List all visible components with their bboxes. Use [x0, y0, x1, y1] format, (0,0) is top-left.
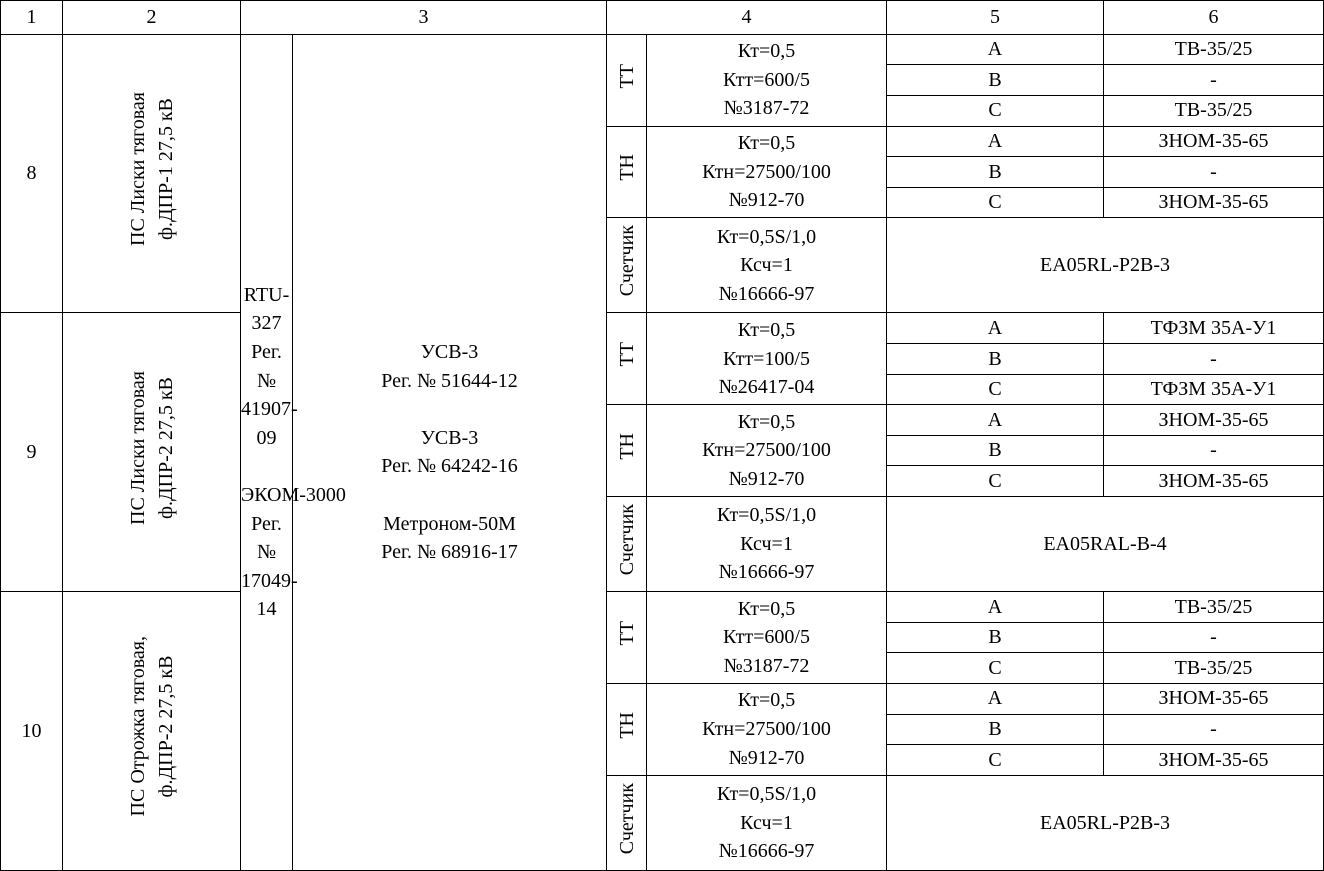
meter-param: №16666-97	[718, 561, 815, 584]
table-row	[1, 34, 1324, 65]
voltage-transformer-label: ТН	[615, 711, 638, 739]
phase-label: C	[887, 466, 1104, 497]
current-transformer-label: ТТ	[615, 342, 638, 367]
voltage-transformer-param: Кт=0,5	[737, 410, 796, 433]
substation-name-line: ПС Лиски тяговая	[126, 92, 149, 247]
current-transformer-param: Ктт=600/5	[723, 68, 810, 91]
header-col-1: 1	[1, 1, 63, 35]
header-col-5: 5	[887, 1, 1104, 35]
current-transformer-label-cell	[607, 313, 647, 405]
meter-model: EA05RL-P2B-3	[887, 775, 1324, 870]
phase-label: C	[887, 745, 1104, 776]
voltage-transformer-model: -	[1104, 435, 1324, 466]
voltage-transformer-model: ЗНОМ-35-65	[1104, 405, 1324, 436]
voltage-transformer-param: №912-70	[728, 467, 805, 490]
time-sync-line: Рег. № 51644-12	[381, 369, 518, 392]
current-transformer-param: №26417-04	[718, 376, 815, 399]
substation-name-line: ПС Отрожка тяговая,	[126, 636, 149, 817]
time-sync-line: Рег. № 64242-16	[381, 455, 518, 478]
current-transformer-param: Ктт=600/5	[723, 626, 810, 649]
current-transformer-model: ТВ-35/25	[1104, 34, 1324, 65]
phase-label: B	[887, 65, 1104, 96]
meter-param: №16666-97	[718, 282, 815, 305]
phase-label: A	[887, 34, 1104, 65]
phase-label: A	[887, 126, 1104, 157]
ivk-line: Рег. № 17049-14	[241, 512, 298, 621]
phase-label: A	[887, 592, 1104, 623]
meter-label: Счетчик	[615, 782, 638, 855]
time-sync-line: Метроном-50М	[383, 512, 516, 535]
voltage-transformer-label-cell	[607, 126, 647, 218]
voltage-transformer-label-cell	[607, 405, 647, 497]
voltage-transformer-model: ЗНОМ-35-65	[1104, 745, 1324, 776]
ivk-cell	[241, 34, 346, 870]
current-transformer-params	[647, 34, 887, 126]
header-col-4: 4	[607, 1, 887, 35]
table-row	[1, 313, 1324, 344]
voltage-transformer-label: ТН	[615, 154, 638, 182]
current-transformer-param: Кт=0,5	[737, 40, 796, 63]
header-row	[1, 1, 1324, 35]
ivk-line	[241, 452, 292, 481]
current-transformer-params	[647, 592, 887, 684]
substation-name	[124, 371, 180, 525]
current-transformer-model: ТФЗМ 35А-У1	[1104, 313, 1324, 344]
voltage-transformer-params	[647, 405, 887, 497]
feeder-name-line: ф.ДПР-2 27,5 кВ	[154, 376, 177, 519]
meter-param: Кт=0,5S/1,0	[716, 225, 817, 248]
voltage-transformer-model: -	[1104, 157, 1324, 188]
meter-param: №16666-97	[718, 840, 815, 863]
voltage-transformer-model: -	[1104, 714, 1324, 745]
current-transformer-param: Ктт=100/5	[723, 347, 810, 370]
phase-label: B	[887, 622, 1104, 653]
row-number: 10	[1, 592, 63, 871]
current-transformer-param: Кт=0,5	[737, 597, 796, 620]
voltage-transformer-model: ЗНОМ-35-65	[1104, 683, 1324, 714]
current-transformer-model: ТВ-35/25	[1104, 592, 1324, 623]
substation-name	[124, 636, 180, 816]
meter-label-cell	[607, 497, 647, 592]
ivk-line: Рег. № 41907-09	[241, 340, 298, 449]
voltage-transformer-params	[647, 126, 887, 218]
current-transformer-model: ТФЗМ 35А-У1	[1104, 374, 1324, 405]
meter-model: EA05RAL-B-4	[887, 497, 1324, 592]
voltage-transformer-param: Ктн=27500/100	[702, 718, 831, 741]
current-transformer-model: ТВ-35/25	[1104, 95, 1324, 126]
current-transformer-model: -	[1104, 343, 1324, 374]
meter-label-cell	[607, 218, 647, 313]
current-transformer-model: -	[1104, 622, 1324, 653]
meter-param: Кт=0,5S/1,0	[716, 783, 817, 805]
substation-name-cell	[63, 313, 241, 592]
meter-param: Ксч=1	[740, 811, 793, 834]
meter-label-cell	[607, 775, 647, 870]
voltage-transformer-param: №912-70	[728, 189, 805, 212]
meter-model: EA05RL-P2B-3	[887, 218, 1324, 313]
time-sync-cell	[293, 34, 607, 870]
voltage-transformer-param: №912-70	[728, 746, 805, 769]
time-sync-line: Рег. № 68916-17	[381, 541, 518, 564]
substation-name	[124, 92, 180, 246]
substation-name-cell	[63, 592, 241, 871]
voltage-transformer-params	[647, 683, 887, 775]
table-row	[1, 592, 1324, 623]
meter-params	[647, 218, 887, 313]
current-transformer-params	[647, 313, 887, 405]
voltage-transformer-param: Ктн=27500/100	[702, 160, 831, 183]
row-number: 8	[1, 34, 63, 313]
phase-label: C	[887, 187, 1104, 218]
voltage-transformer-model: ЗНОМ-35-65	[1104, 187, 1324, 218]
meter-params	[647, 497, 887, 592]
ivk-line: RTU-327	[243, 283, 290, 335]
voltage-transformer-param: Ктн=27500/100	[702, 439, 831, 462]
phase-label: B	[887, 714, 1104, 745]
meter-params	[647, 775, 887, 870]
meter-param: Кт=0,5S/1,0	[716, 504, 817, 527]
header-col-6: 6	[1104, 1, 1324, 35]
voltage-transformer-label: ТН	[615, 433, 638, 460]
current-transformer-param: №3187-72	[723, 654, 810, 677]
phase-label: B	[887, 343, 1104, 374]
time-sync-line: УСВ-3	[420, 426, 479, 449]
voltage-transformer-model: ЗНОМ-35-65	[1104, 466, 1324, 497]
current-transformer-label: ТТ	[615, 63, 638, 89]
phase-label: B	[887, 435, 1104, 466]
time-sync-line: УСВ-3	[420, 340, 479, 363]
current-transformer-model: ТВ-35/25	[1104, 653, 1324, 684]
voltage-transformer-param: Кт=0,5	[737, 132, 796, 155]
meter-param: Ксч=1	[740, 254, 793, 277]
voltage-transformer-param: Кт=0,5	[737, 689, 796, 712]
row-number: 9	[1, 313, 63, 592]
current-transformer-model: -	[1104, 65, 1324, 96]
header-col-3: 3	[241, 1, 607, 35]
ivk-line: ЭКОМ-3000	[241, 483, 346, 506]
current-transformer-param: Кт=0,5	[737, 318, 796, 341]
feeder-name-line: ф.ДПР-2 27,5 кВ	[154, 655, 177, 798]
phase-label: B	[887, 157, 1104, 188]
voltage-transformer-label-cell	[607, 683, 647, 775]
phase-label: A	[887, 313, 1104, 344]
phase-label: C	[887, 95, 1104, 126]
current-transformer-label-cell	[607, 592, 647, 684]
substation-name-cell	[63, 34, 241, 313]
meter-label: Счетчик	[615, 504, 638, 576]
current-transformer-label: ТТ	[615, 620, 638, 646]
time-sync-line	[293, 395, 606, 424]
meter-param: Ксч=1	[740, 532, 793, 555]
phase-label: C	[887, 653, 1104, 684]
current-transformer-label-cell	[607, 34, 647, 126]
phase-label: A	[887, 683, 1104, 714]
phase-label: A	[887, 405, 1104, 436]
feeder-name-line: ф.ДПР-1 27,5 кВ	[154, 98, 177, 241]
voltage-transformer-model: ЗНОМ-35-65	[1104, 126, 1324, 157]
substation-name-line: ПС Лиски тяговая	[126, 370, 149, 525]
meter-label: Счетчик	[615, 225, 638, 297]
phase-label: C	[887, 374, 1104, 405]
current-transformer-param: №3187-72	[723, 97, 810, 120]
header-col-2: 2	[63, 1, 241, 35]
